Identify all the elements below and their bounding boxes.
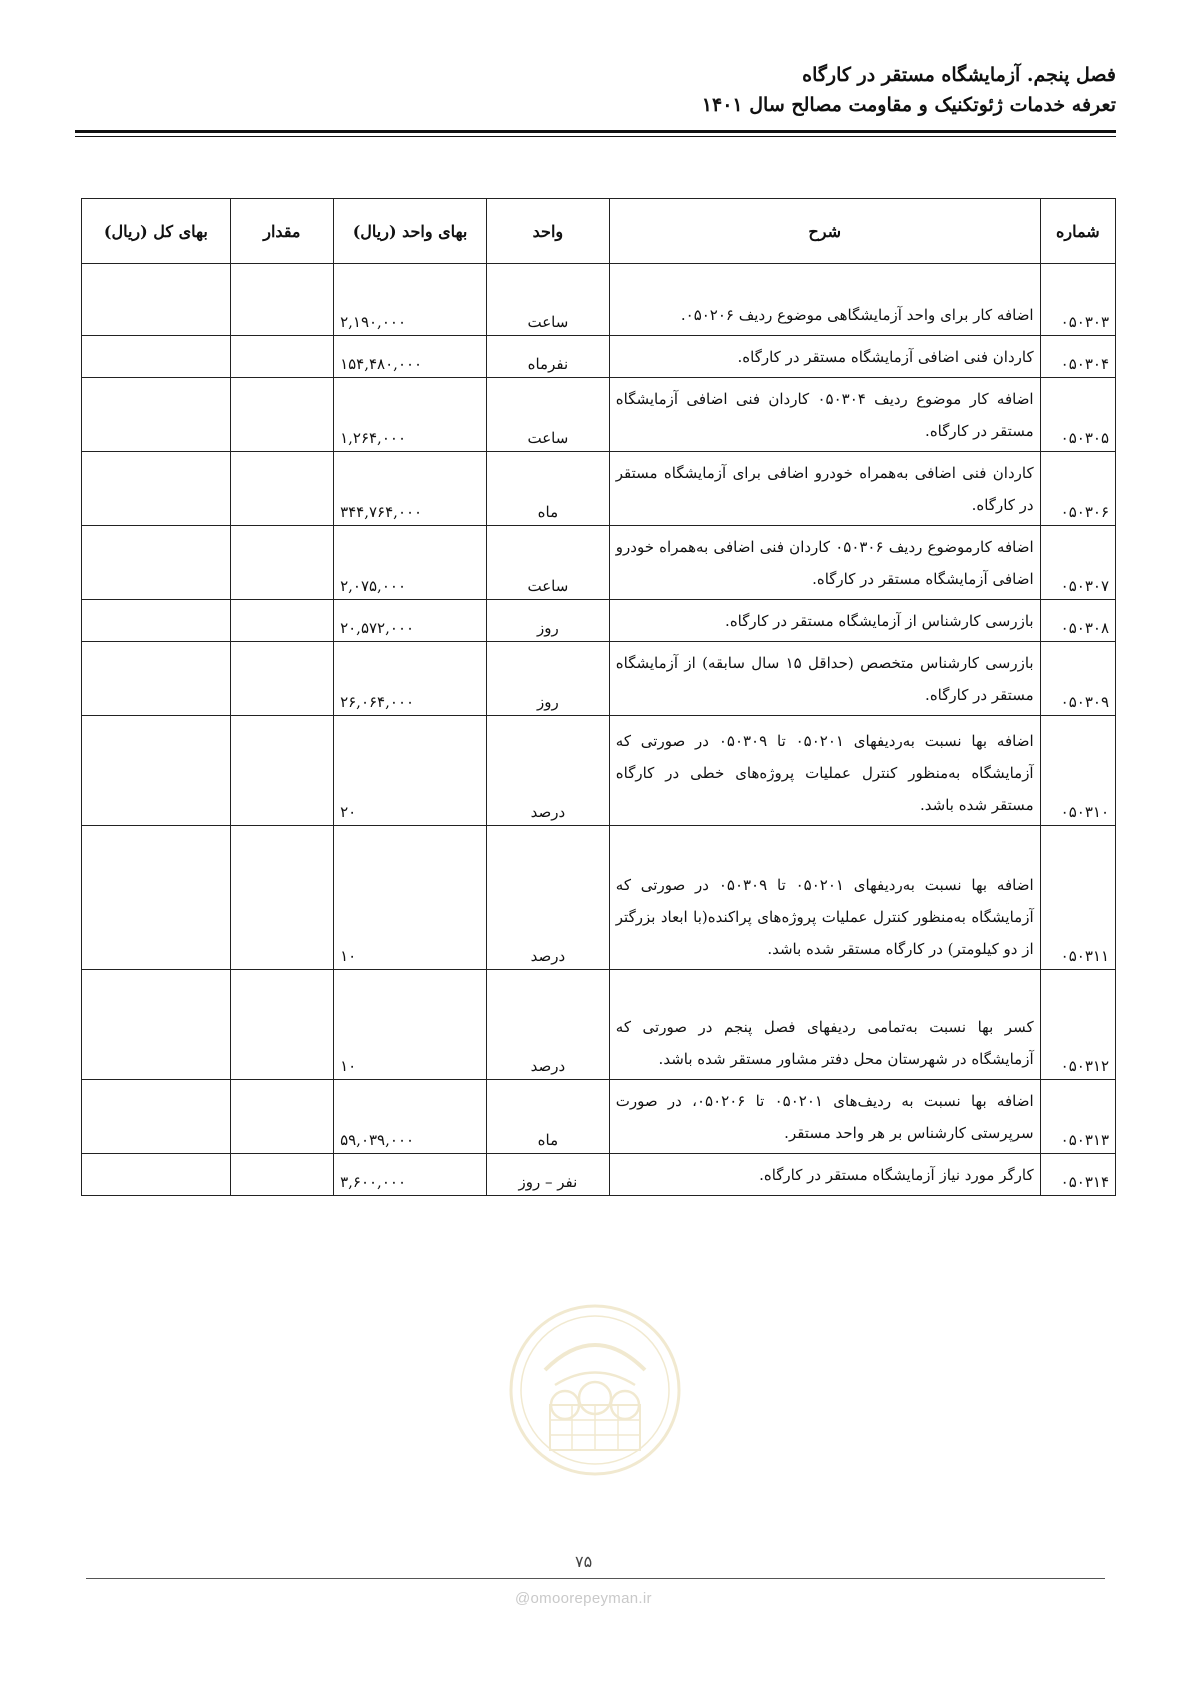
row-price: ۲,۱۹۰,۰۰۰ xyxy=(334,264,487,336)
row-code: ۰۵۰۳۰۸ xyxy=(1040,600,1115,642)
row-code: ۰۵۰۳۰۷ xyxy=(1040,526,1115,600)
col-header-desc: شرح xyxy=(609,199,1040,264)
row-qty xyxy=(230,826,333,970)
row-price: ۱۰ xyxy=(334,826,487,970)
row-unit: ساعت xyxy=(487,526,610,600)
row-desc: اضافه کار موضوع ردیف ۰۵۰۳۰۴ کاردان فنی اضافی آزمایشگاه مستقر در کارگاه. xyxy=(609,378,1040,452)
table-row xyxy=(82,452,1116,526)
row-unit: درصد xyxy=(487,826,610,970)
row-total xyxy=(82,826,231,970)
row-unit: ماه xyxy=(487,1080,610,1154)
row-desc: اضافه بها نسبت به‌ردیفهای ۰۵۰۲۰۱ تا ۰۵۰۳۰۹ در صورتی که آزمایشگاه به‌منظور کنترل عملیات پروژه‌های خطی در کارگاه مستقر شده باشد. xyxy=(609,716,1040,826)
table-row xyxy=(82,716,1116,826)
row-unit: ماه xyxy=(487,452,610,526)
col-header-qty: مقدار xyxy=(230,199,333,264)
row-total xyxy=(82,378,231,452)
col-header-code: شماره xyxy=(1040,199,1115,264)
row-desc: کاردان فنی اضافی آزمایشگاه مستقر در کارگاه. xyxy=(609,336,1040,378)
row-desc: کارگر مورد نیاز آزمایشگاه مستقر در کارگاه. xyxy=(609,1154,1040,1196)
row-unit: نفر – روز xyxy=(487,1154,610,1196)
row-price: ۱۰ xyxy=(334,970,487,1080)
row-unit: درصد xyxy=(487,970,610,1080)
table-row xyxy=(82,378,1116,452)
footer-watermark-url: @omoorepeyman.ir xyxy=(515,1590,652,1607)
table-header-row xyxy=(82,199,1116,264)
row-qty xyxy=(230,1154,333,1196)
table-row xyxy=(82,970,1116,1080)
row-total xyxy=(82,452,231,526)
page-header xyxy=(76,60,1116,120)
row-desc: بازرسی کارشناس متخصص (حداقل ۱۵ سال سابقه) از آزمایشگاه مستقر در کارگاه. xyxy=(609,642,1040,716)
row-desc: اضافه بها نسبت به ردیف‌های ۰۵۰۲۰۱ تا ۰۵۰۲۰۶، در صورت سرپرستی کارشناس بر هر واحد مستقر. xyxy=(609,1080,1040,1154)
row-code: ۰۵۰۳۱۱ xyxy=(1040,826,1115,970)
table-row xyxy=(82,826,1116,970)
table-row xyxy=(82,1154,1116,1196)
row-qty xyxy=(230,378,333,452)
row-desc: کاردان فنی اضافی به‌همراه خودرو اضافی برای آزمایشگاه مستقر در کارگاه. xyxy=(609,452,1040,526)
row-qty xyxy=(230,526,333,600)
row-unit: درصد xyxy=(487,716,610,826)
tariff-table xyxy=(81,198,1116,1196)
row-unit: نفرماه xyxy=(487,336,610,378)
row-price: ۵۹,۰۳۹,۰۰۰ xyxy=(334,1080,487,1154)
header-rule xyxy=(75,130,1116,133)
page-number: ۷۵ xyxy=(575,1552,593,1571)
row-price: ۱۵۴,۴۸۰,۰۰۰ xyxy=(334,336,487,378)
header-rule-thin xyxy=(75,136,1116,137)
row-qty xyxy=(230,264,333,336)
row-total xyxy=(82,970,231,1080)
chapter-title: فصل پنجم. آزمایشگاه مستقر در کارگاه xyxy=(802,64,1116,86)
row-total xyxy=(82,642,231,716)
row-unit: ساعت xyxy=(487,264,610,336)
footer-rule xyxy=(86,1578,1105,1579)
row-price: ۳۴۴,۷۶۴,۰۰۰ xyxy=(334,452,487,526)
row-qty xyxy=(230,716,333,826)
row-total xyxy=(82,600,231,642)
table-row xyxy=(82,526,1116,600)
row-total xyxy=(82,264,231,336)
row-price: ۲۶,۰۶۴,۰۰۰ xyxy=(334,642,487,716)
row-code: ۰۵۰۳۰۶ xyxy=(1040,452,1115,526)
row-desc: اضافه کار برای واحد آزمایشگاهی موضوع ردیف ۰۵۰۲۰۶. xyxy=(609,264,1040,336)
row-qty xyxy=(230,336,333,378)
col-header-unit: واحد xyxy=(487,199,610,264)
row-desc: اضافه بها نسبت به‌ردیفهای ۰۵۰۲۰۱ تا ۰۵۰۳۰۹ در صورتی که آزمایشگاه به‌منظور کنترل عملیات پروژه‌های پراکنده(با ابعاد بزرگتر از دو کیلومتر) در کارگاه مستقر شده باشد. xyxy=(609,826,1040,970)
row-unit: روز xyxy=(487,600,610,642)
row-price: ۲,۰۷۵,۰۰۰ xyxy=(334,526,487,600)
row-unit: روز xyxy=(487,642,610,716)
table-row xyxy=(82,642,1116,716)
row-code: ۰۵۰۳۰۵ xyxy=(1040,378,1115,452)
row-unit: ساعت xyxy=(487,378,610,452)
row-desc: بازرسی کارشناس از آزمایشگاه مستقر در کارگاه. xyxy=(609,600,1040,642)
row-qty xyxy=(230,600,333,642)
row-qty xyxy=(230,970,333,1080)
table-row xyxy=(82,600,1116,642)
row-price: ۲۰ xyxy=(334,716,487,826)
row-total xyxy=(82,336,231,378)
table-row xyxy=(82,264,1116,336)
row-total xyxy=(82,716,231,826)
row-price: ۳,۶۰۰,۰۰۰ xyxy=(334,1154,487,1196)
row-code: ۰۵۰۳۰۴ xyxy=(1040,336,1115,378)
col-header-total: بهای کل (ریال) xyxy=(82,199,231,264)
row-total xyxy=(82,1080,231,1154)
row-qty xyxy=(230,642,333,716)
row-code: ۰۵۰۳۱۴ xyxy=(1040,1154,1115,1196)
row-desc: اضافه کارموضوع ردیف ۰۵۰۳۰۶ کاردان فنی اضافی به‌همراه خودرو اضافی آزمایشگاه مستقر در کارگاه. xyxy=(609,526,1040,600)
tariff-title: تعرفه خدمات ژئوتکنیک و مقاومت مصالح سال ۱۴۰۱ xyxy=(701,94,1116,116)
row-desc: کسر بها نسبت به‌تمامی ردیفهای فصل پنجم در صورتی که آزمایشگاه در شهرستان محل دفتر مشاور مستقر شده باشد. xyxy=(609,970,1040,1080)
row-price: ۲۰,۵۷۲,۰۰۰ xyxy=(334,600,487,642)
row-price: ۱,۲۶۴,۰۰۰ xyxy=(334,378,487,452)
row-code: ۰۵۰۳۱۳ xyxy=(1040,1080,1115,1154)
table-row xyxy=(82,336,1116,378)
row-code: ۰۵۰۳۰۹ xyxy=(1040,642,1115,716)
row-total xyxy=(82,1154,231,1196)
row-qty xyxy=(230,452,333,526)
col-header-price: بهای واحد (ریال) xyxy=(334,199,487,264)
table-row xyxy=(82,1080,1116,1154)
row-code: ۰۵۰۳۰۳ xyxy=(1040,264,1115,336)
row-code: ۰۵۰۳۱۲ xyxy=(1040,970,1115,1080)
row-qty xyxy=(230,1080,333,1154)
seal-watermark-icon xyxy=(505,1300,685,1480)
row-code: ۰۵۰۳۱۰ xyxy=(1040,716,1115,826)
row-total xyxy=(82,526,231,600)
